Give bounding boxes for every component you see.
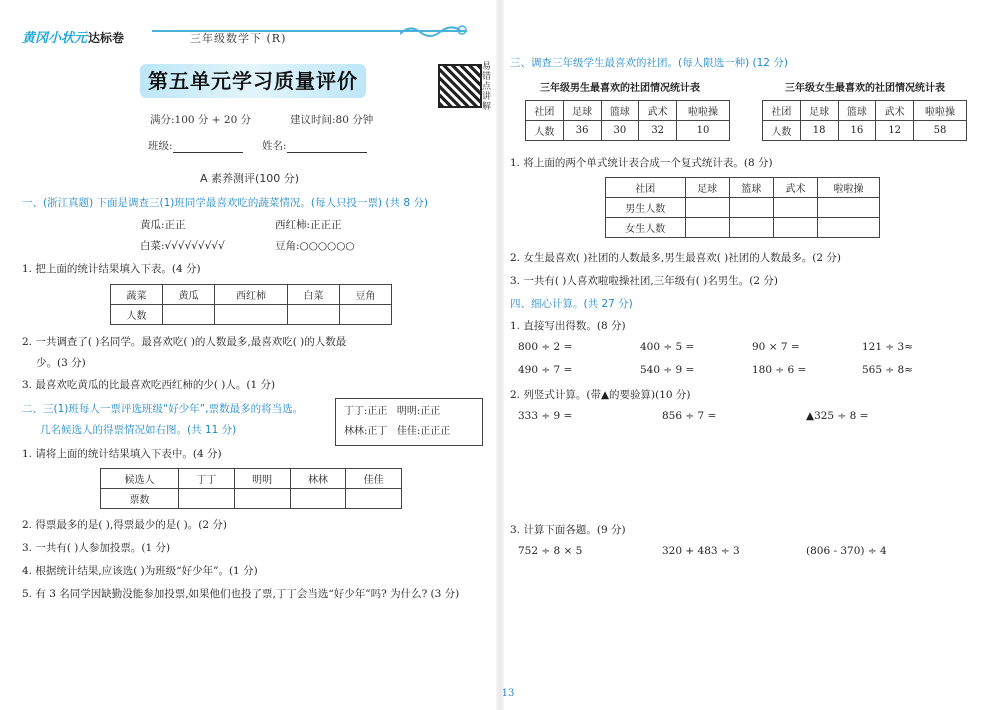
tally-cabbage (140, 238, 225, 253)
table-cell: 10 (677, 121, 730, 141)
tally-linlin: 林林:正丁 (344, 426, 388, 437)
qr-code[interactable] (438, 64, 482, 108)
table-header: 社团 (526, 101, 564, 121)
tally-label: 白菜: (140, 240, 165, 252)
section-4-title: 四、细心计算。(共 27 分) (510, 298, 633, 310)
tally-dingding: 丁丁:正正 (344, 406, 388, 417)
table-row (763, 121, 967, 141)
page-number: 13 (501, 688, 515, 699)
section-2-title-a: 二、三(1)班每人一票评选班级“好少年”,票数最多的将当选。 (22, 403, 304, 415)
table-row (606, 198, 880, 218)
table-header: 明明 (234, 469, 290, 489)
wave-decoration (400, 22, 470, 40)
s1-question-1: 1. 把上面的统计结果填入下表。(4 分) (22, 263, 201, 275)
s2-question-1: 1. 请将上面的统计结果填入下表中。(4 分) (22, 448, 222, 460)
s2-question-4: 4. 根据统计结果,应该选( )为班级“好少年”。(1 分) (22, 565, 258, 577)
section-1-title: 一、(浙江真题) 下面是调查三(1)班同学最喜欢吃的蔬菜情况。(每人只投一票) (共 8 分) (22, 197, 428, 209)
table-cell: 12 (876, 121, 914, 141)
s1-question-2a: 2. 一共调查了( )名同学。最喜欢吃( )的人数最多,最喜欢吃( )的人数最 (22, 336, 347, 348)
vertical-calc: 333 ÷ 9 = (518, 410, 573, 422)
answer-cell[interactable] (215, 305, 288, 325)
row-label: 票数 (101, 489, 179, 509)
table-cell: 30 (601, 121, 639, 141)
table-cell: 58 (914, 121, 967, 141)
tally-marks: 正正正 (310, 219, 342, 231)
suggested-time: 建议时间:80 分钟 (290, 114, 374, 126)
table-header: 足球 (685, 178, 729, 198)
tally-marks: 正正 (164, 219, 186, 231)
table-header: 啦啦操 (677, 101, 730, 121)
table-header-row (111, 285, 392, 305)
boys-club-table (525, 100, 730, 141)
table-cell: 18 (800, 121, 838, 141)
table-cell: 32 (639, 121, 677, 141)
table-row (111, 305, 392, 325)
tally-label: 豆角: (275, 240, 300, 252)
row-label: 人数 (526, 121, 564, 141)
table-header: 足球 (563, 101, 601, 121)
tally-jiajia: 佳佳:正正正 (396, 426, 451, 437)
brand-logo: 黄冈小状元 (22, 31, 88, 46)
table-header: 黄瓜 (163, 285, 215, 305)
page-title: 第五单元学习质量评价 (140, 64, 366, 98)
class-input[interactable] (173, 142, 243, 153)
s3-question-2: 2. 女生最喜欢( )社团的人数最多,男生最喜欢( )社团的人数最多。(2 分) (510, 252, 841, 264)
s4-question-1: 1. 直接写出得数。(8 分) (510, 320, 626, 332)
tally-marks: √√√√√√√√√ (164, 240, 225, 252)
s2-question-5: 5. 有 3 名同学因缺勤没能参加投票,如果他们也投了票,丁丁会当选“好少年”吗? 为什么? (3 分) (22, 588, 460, 600)
table-header: 武术 (639, 101, 677, 121)
right-page (500, 0, 1000, 710)
table-header-row (101, 469, 402, 489)
answer-cell[interactable] (818, 218, 880, 238)
answer-cell[interactable] (339, 305, 391, 325)
series-label: 达标卷 (88, 31, 125, 45)
row-label: 人数 (111, 305, 163, 325)
answer-cell[interactable] (346, 489, 402, 509)
table-header: 社团 (763, 101, 801, 121)
table-header: 足球 (800, 101, 838, 121)
candidate-table (100, 468, 402, 509)
table-header-row (763, 101, 967, 121)
direct-calc: 90 × 7 = (752, 341, 800, 353)
vegetable-table (110, 284, 392, 325)
answer-cell[interactable] (179, 489, 235, 509)
table-cell: 36 (563, 121, 601, 141)
table-header: 白菜 (287, 285, 339, 305)
table-cell: 16 (838, 121, 876, 141)
direct-calc: 180 ÷ 6 = (752, 364, 807, 376)
name-input[interactable] (287, 142, 367, 153)
direct-calc: 490 ÷ 7 = (518, 364, 573, 376)
table-header: 西红柿 (215, 285, 288, 305)
vertical-calc: 856 ÷ 7 = (662, 410, 717, 422)
girls-club-table (762, 100, 967, 141)
tally-bean (275, 238, 355, 253)
table-header: 武术 (773, 178, 817, 198)
answer-cell[interactable] (685, 218, 729, 238)
table-header: 啦啦操 (818, 178, 880, 198)
table-header: 豆角 (339, 285, 391, 305)
vertical-calc: ▲325 ÷ 8 = (806, 410, 869, 422)
s4-question-2: 2. 列竖式计算。(带▲的要验算)(10 分) (510, 389, 691, 401)
table-header: 篮球 (838, 101, 876, 121)
direct-calc: 565 ÷ 8≈ (862, 364, 913, 376)
tally-label: 西红柿: (275, 219, 311, 231)
direct-calc: 400 ÷ 5 = (640, 341, 695, 353)
row-label: 男生人数 (606, 198, 686, 218)
boys-table-title: 三年级男生最喜欢的社团情况统计表 (540, 83, 700, 94)
s4-question-3: 3. 计算下面各题。(9 分) (510, 524, 626, 536)
name-field (262, 138, 367, 153)
row-label: 人数 (763, 121, 801, 141)
table-header: 蔬菜 (111, 285, 163, 305)
answer-cell[interactable] (234, 489, 290, 509)
table-header: 丁丁 (179, 469, 235, 489)
table-header: 林林 (290, 469, 346, 489)
direct-calc: 800 ÷ 2 = (518, 341, 573, 353)
answer-cell[interactable] (287, 305, 339, 325)
table-header-row (526, 101, 730, 121)
table-row (101, 489, 402, 509)
answer-cell[interactable] (818, 198, 880, 218)
answer-cell[interactable] (773, 198, 817, 218)
table-header: 篮球 (601, 101, 639, 121)
answer-cell[interactable] (163, 305, 215, 325)
name-label: 姓名: (262, 140, 287, 152)
full-score: 满分:100 分 + 20 分 (150, 114, 252, 126)
answer-cell[interactable] (290, 489, 346, 509)
section-a-heading: A 素养测评(100 分) (200, 172, 300, 185)
s1-question-2b: 少。(3 分) (36, 357, 86, 369)
s3-question-1: 1. 将上面的两个单式统计表合成一个复式统计表。(8 分) (510, 157, 773, 169)
s2-question-2: 2. 得票最多的是( ),得票最少的是( )。(2 分) (22, 519, 227, 531)
qr-label: 易错点讲解 (482, 62, 492, 112)
tally-tomato (275, 217, 342, 232)
table-row (606, 218, 880, 238)
table-header: 篮球 (729, 178, 773, 198)
tally-mingming: 明明:正正 (396, 406, 441, 417)
grade-label: 三年级数学下 (R) (190, 32, 287, 45)
section-2-title-b: 几名候选人的得票情况如右图。(共 11 分) (40, 424, 237, 436)
direct-calc: 540 ÷ 9 = (640, 364, 695, 376)
class-label: 班级: (148, 140, 173, 152)
table-header: 佳佳 (346, 469, 402, 489)
combined-club-table (605, 177, 880, 238)
s2-question-3: 3. 一共有( )人参加投票。(1 分) (22, 542, 171, 554)
table-header: 武术 (876, 101, 914, 121)
tally-cucumber (140, 217, 186, 232)
direct-calc: 121 ÷ 3≈ (862, 341, 913, 353)
mixed-calc: (806 - 370) ÷ 4 (806, 545, 887, 557)
answer-cell[interactable] (773, 218, 817, 238)
answer-cell[interactable] (685, 198, 729, 218)
table-header-row (606, 178, 880, 198)
vote-tally-box (335, 398, 483, 446)
mixed-calc: 752 ÷ 8 × 5 (518, 545, 583, 557)
table-row (526, 121, 730, 141)
tally-marks: ○○○○○○ (299, 240, 355, 252)
section-3-title: 三、调查三年级学生最喜欢的社团。(每人限选一种) (12 分) (510, 57, 788, 69)
class-field (148, 138, 243, 153)
table-header: 社团 (606, 178, 686, 198)
tally-label: 黄瓜: (140, 219, 165, 231)
girls-table-title: 三年级女生最喜欢的社团情况统计表 (785, 83, 945, 94)
table-header: 啦啦操 (914, 101, 967, 121)
s3-question-3: 3. 一共有( )人喜欢啦啦操社团,三年级有( )名男生。(2 分) (510, 275, 778, 287)
mixed-calc: 320 + 483 ÷ 3 (662, 545, 740, 557)
answer-cell[interactable] (729, 198, 773, 218)
s1-question-3: 3. 最喜欢吃黄瓜的比最喜欢吃西红柿的少( )人。(1 分) (22, 379, 276, 391)
table-header: 候选人 (101, 469, 179, 489)
row-label: 女生人数 (606, 218, 686, 238)
answer-cell[interactable] (729, 218, 773, 238)
